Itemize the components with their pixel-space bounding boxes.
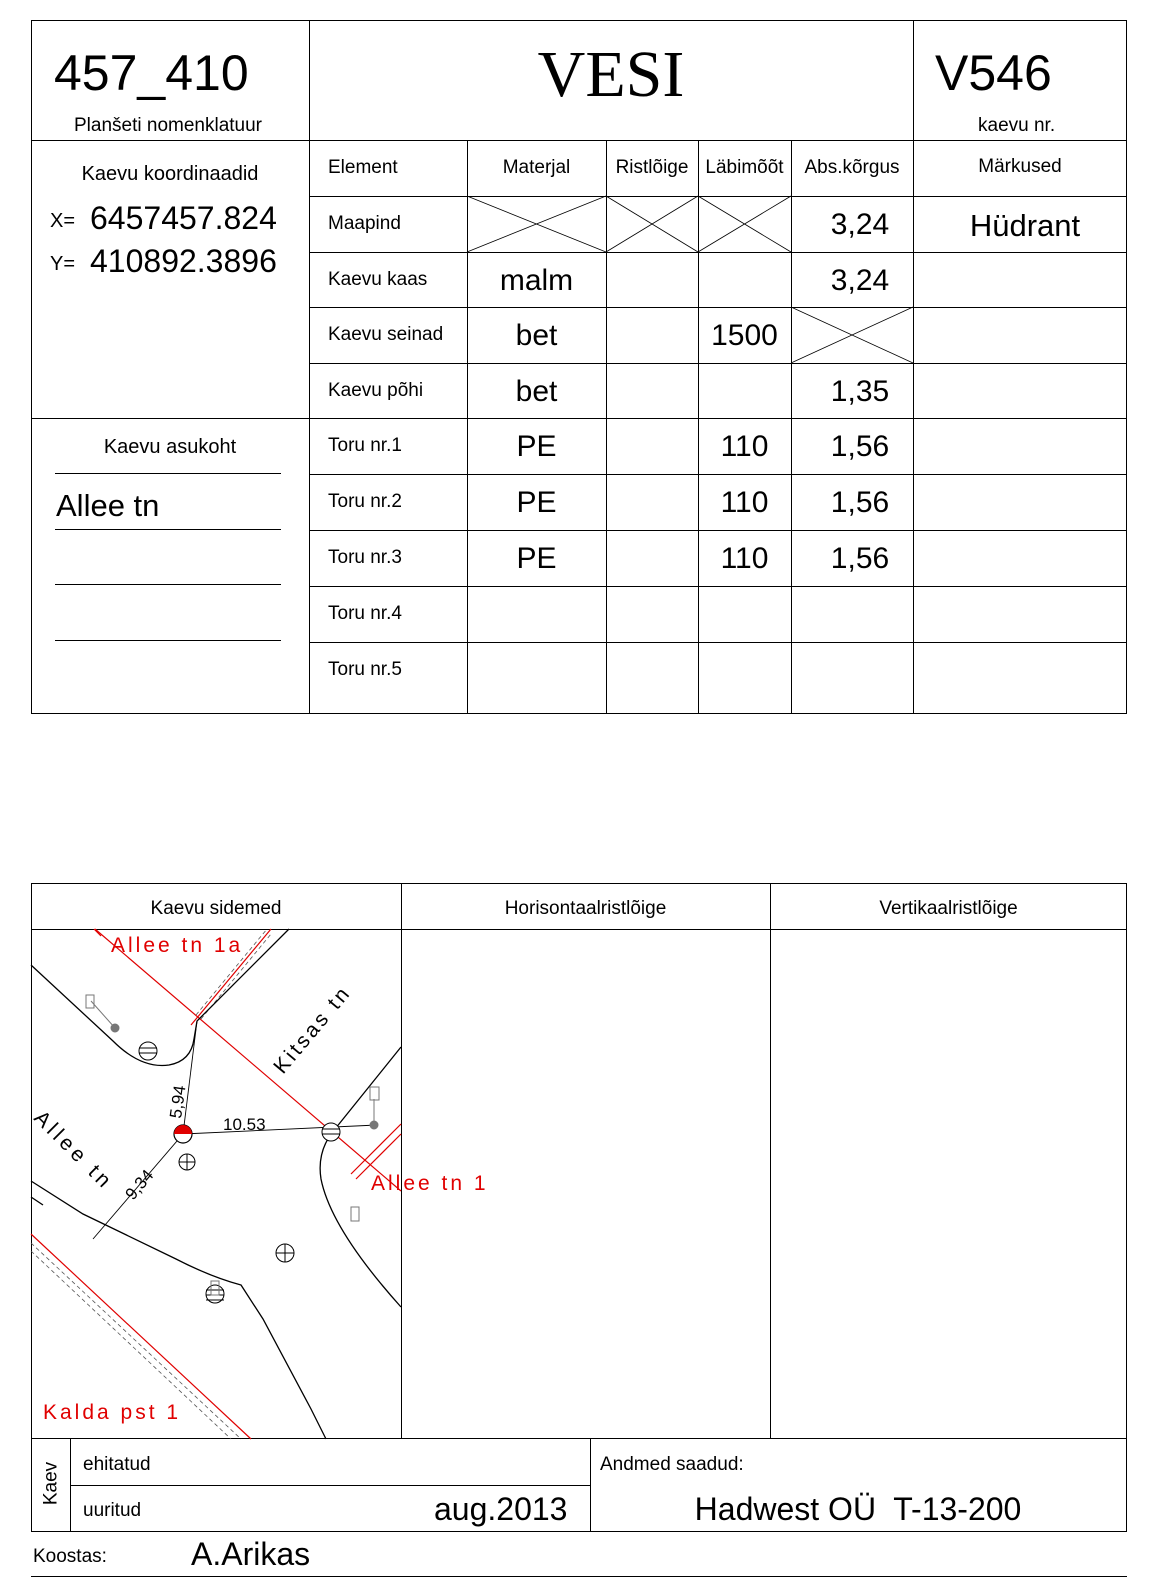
row-diameter: 110 [720, 486, 769, 519]
well-number: V546 [935, 45, 1052, 101]
coordinates-label: Kaevu koordinaadid [81, 163, 259, 185]
y-label: Y= [50, 253, 76, 275]
map-label: Kitsas tn [269, 981, 356, 1079]
row-element: Maapind [328, 213, 401, 234]
map-label: Allee tn 1a [111, 934, 244, 957]
row-element: Toru nr.3 [328, 547, 402, 568]
sheet-number: 457_410 [54, 45, 249, 101]
sheet-label: Planšeti nomenklatuur [74, 115, 262, 136]
data-source-value: Hadwest OÜ T-13-200 [694, 1491, 1022, 1527]
row-element: Toru nr.5 [328, 659, 402, 680]
column-header: Ristlõige [615, 157, 689, 178]
cross-out-mark [698, 196, 791, 252]
column-header: Märkused [978, 156, 1062, 177]
section-header-vertical: Vertikaalristlõige [879, 898, 1018, 919]
divider [31, 1439, 32, 1531]
divider [309, 307, 1127, 308]
row-abs: 1,35 [830, 375, 890, 408]
row-element: Kaevu seinad [328, 324, 444, 345]
column-header: Läbimõõt [705, 157, 784, 178]
divider [31, 418, 309, 419]
row-material: malm [499, 264, 574, 297]
compiled-by: A.Arikas [191, 1536, 311, 1572]
cross-out-mark [467, 196, 606, 252]
divider [309, 642, 1127, 643]
divider [309, 20, 310, 714]
divider [31, 140, 1127, 141]
location-label: Kaevu asukoht [103, 436, 237, 458]
tie-distance: 5,94 [166, 1084, 190, 1120]
row-element: Kaevu põhi [328, 380, 424, 401]
divider [31, 1576, 1127, 1577]
row-abs: 1,56 [830, 430, 890, 463]
row-remark: Hüdrant [969, 208, 1081, 243]
column-header: Element [328, 157, 398, 178]
well-label: kaevu nr. [978, 115, 1056, 136]
surveyed-label: uuritud [83, 1500, 142, 1521]
map-label: Allee tn [29, 1106, 118, 1195]
divider [309, 363, 1127, 364]
row-element: Toru nr.2 [328, 491, 402, 512]
row-abs: 3,24 [830, 208, 890, 241]
map-label: Kalda pst 1 [43, 1401, 182, 1424]
row-abs: 1,56 [830, 486, 890, 519]
divider [70, 1485, 590, 1486]
row-abs: 3,24 [830, 264, 890, 297]
row-diameter: 1500 [711, 319, 778, 352]
surveyed-date: aug.2013 [434, 1491, 568, 1527]
row-material: bet [515, 319, 558, 352]
y-value: 410892.3896 [90, 243, 277, 279]
divider [309, 418, 1127, 419]
well-tie-map [29, 929, 489, 1439]
location-value: Allee tn [56, 488, 160, 523]
column-header: Abs.kõrgus [804, 157, 900, 178]
divider [1126, 1439, 1127, 1531]
location-line [55, 640, 281, 641]
row-diameter: 110 [720, 542, 769, 575]
built-label: ehitatud [83, 1454, 151, 1475]
map-label: Allee tn 1 [371, 1172, 489, 1195]
divider [309, 474, 1127, 475]
location-line [55, 529, 281, 530]
x-value: 6457457.824 [90, 200, 277, 236]
divider [791, 140, 792, 714]
cross-out-mark [791, 307, 913, 363]
row-diameter: 110 [720, 430, 769, 463]
location-line [55, 473, 281, 474]
row-material: PE [516, 542, 557, 575]
tie-distance: 9,34 [121, 1166, 158, 1204]
section-header-ties: Kaevu sidemed [150, 898, 282, 919]
row-element: Toru nr.1 [328, 435, 402, 456]
row-material: bet [515, 375, 558, 408]
section-header-horizontal: Horisontaalristlõige [504, 898, 667, 919]
footer-side-label: Kaev [40, 1461, 62, 1506]
data-source-label: Andmed saadud: [600, 1454, 744, 1475]
location-line [55, 584, 281, 585]
divider [770, 883, 771, 1439]
row-element: Kaevu kaas [328, 269, 428, 290]
cross-out-mark [606, 196, 698, 252]
page-title: VESI [537, 38, 685, 111]
compiled-label: Koostas: [33, 1546, 107, 1567]
row-element: Toru nr.4 [328, 603, 402, 624]
divider [309, 252, 1127, 253]
divider [401, 883, 402, 1439]
divider [309, 586, 1127, 587]
divider [913, 20, 914, 714]
divider [309, 530, 1127, 531]
row-material: PE [516, 430, 557, 463]
row-abs: 1,56 [830, 542, 890, 575]
divider [31, 1531, 1127, 1532]
row-material: PE [516, 486, 557, 519]
column-header: Materjal [502, 157, 571, 178]
tie-distance: 10.53 [223, 1115, 266, 1134]
x-label: X= [50, 210, 76, 232]
